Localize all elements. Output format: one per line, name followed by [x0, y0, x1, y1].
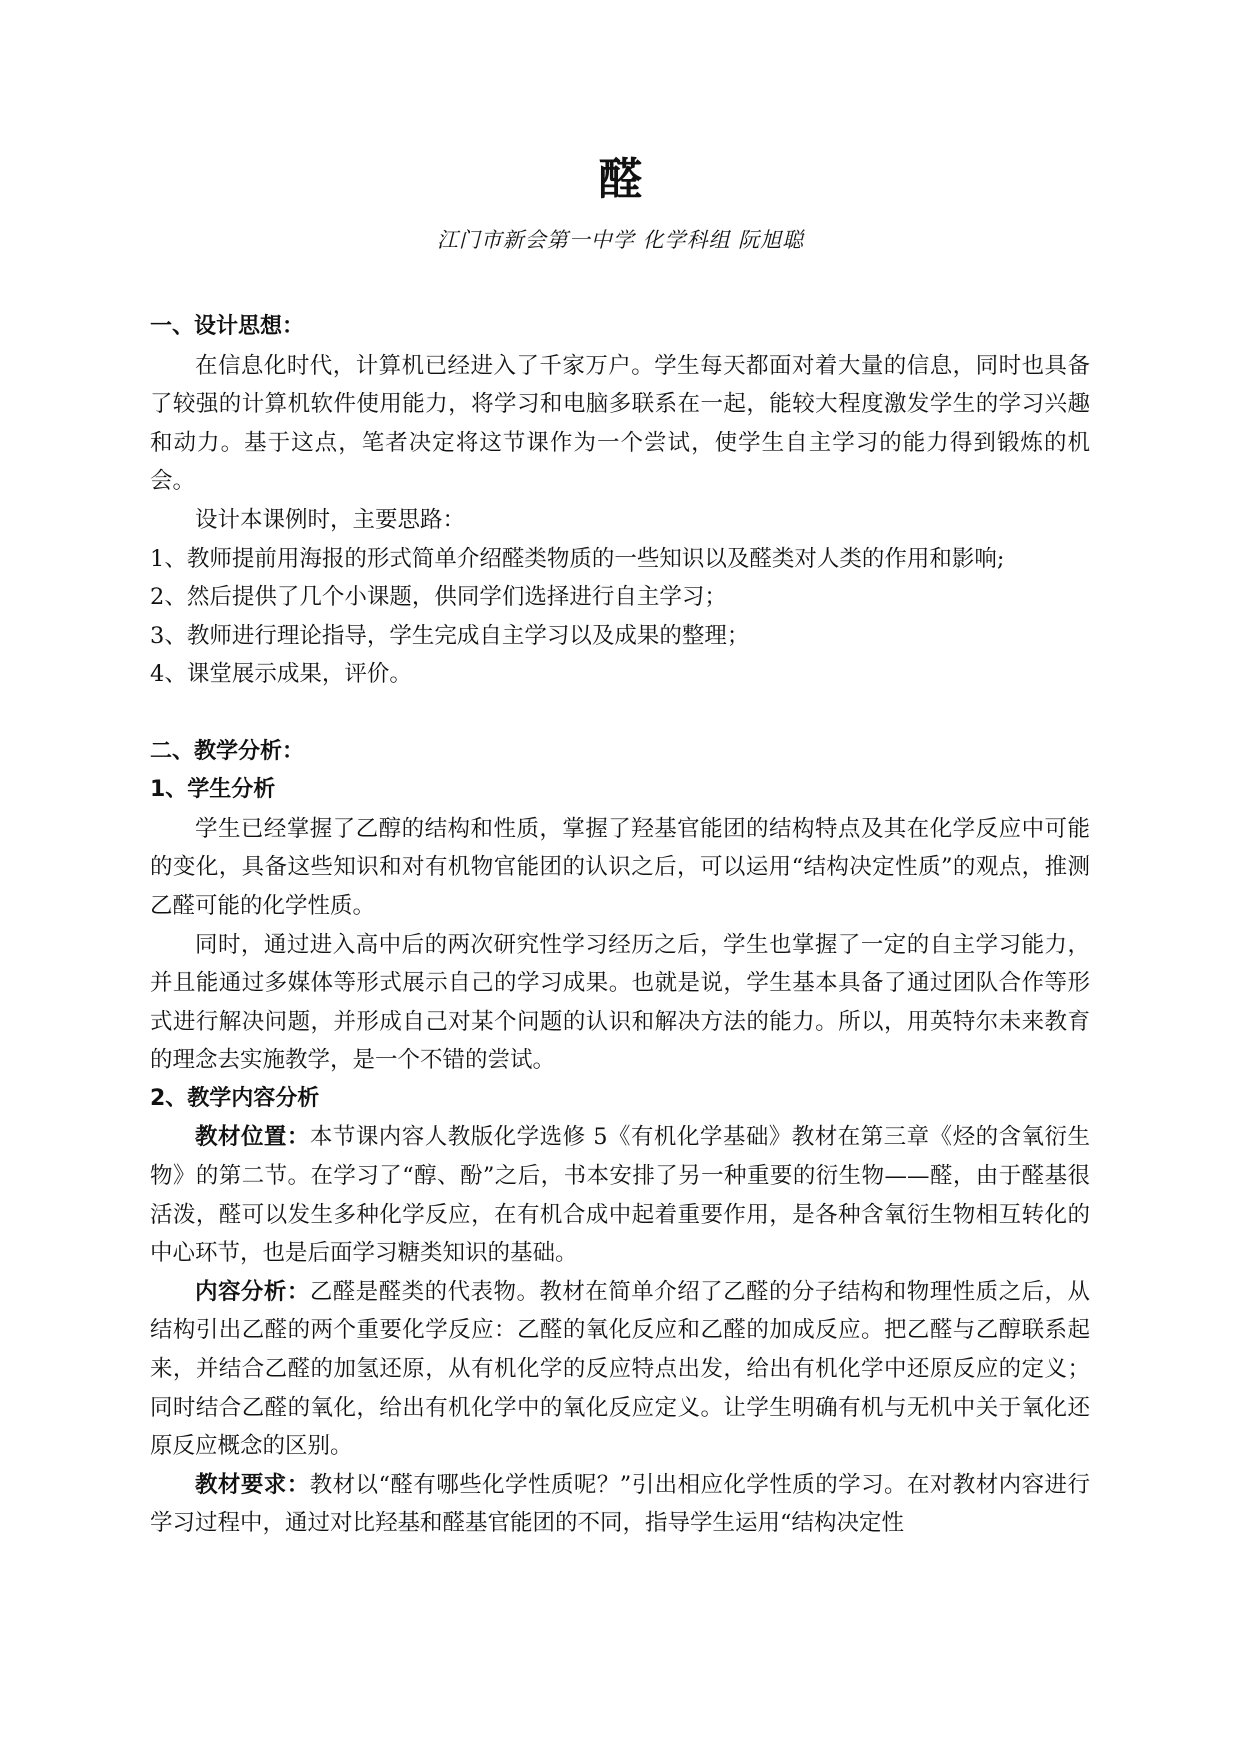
list-item: 1、教师提前用海报的形式简单介绍醛类物质的一些知识以及醛类对人类的作用和影响;	[150, 545, 1005, 572]
author-line: 江门市新会第一中学 化学科组 阮旭聪	[436, 228, 805, 252]
paragraph-student-knowledge: 学生已经掌握了乙醇的结构和性质，掌握了羟基官能团的结构特点及其在化学反应中可能的变化，具备这些知识和对有机物官能团的认识之后，可以运用“结构决定性质”的观点，推测乙醛可能的化学性质。	[150, 815, 1090, 919]
paragraph-design-approach: 设计本课例时，主要思路：	[195, 506, 466, 533]
paragraph-student-ability: 同时，通过进入高中后的两次研究性学习经历之后，学生也掌握了一定的自主学习能力，并且能通过多媒体等形式展示自己的学习成果。也就是说，学生基本具备了通过团队合作等形式进行解决问题，并形成自己对某个问题的认识和解决方法的能力。所以，用英特尔未来教育的理念去实施教学，是一个不错的尝试。	[150, 931, 1090, 1074]
paragraph-lead-label: 教材要求：	[195, 1471, 310, 1498]
document-body	[150, 308, 1090, 1543]
paragraph-lead-label: 教材位置：	[195, 1124, 310, 1151]
section-heading-analysis: 二、教学分析：	[150, 738, 305, 764]
subsection-heading-content: 2、教学内容分析	[150, 1085, 320, 1111]
section-heading-design: 一、设计思想：	[150, 314, 305, 339]
paragraph-textbook-requirements	[150, 1466, 1090, 1543]
list-item: 4、课堂展示成果，评价。	[150, 661, 412, 688]
paragraph-text: 本节课内容人教版化学选修 5《有机化学基础》教材在第三章《烃的含氧衍生物》的第二节。在学习了“醇、酚”之后，书本安排了另一种重要的衍生物——醛，由于醛基很活泼，醛可以发生多种化学反应，在有机合成中起着重要作用，是各种含氧衍生物相互转化的中心环节，也是后面学习糖类知识的基础。	[150, 1124, 1090, 1267]
list-item: 2、然后提供了几个小课题，供同学们选择进行自主学习；	[150, 584, 727, 611]
list-item: 3、教师进行理论指导，学生完成自主学习以及成果的整理；	[150, 622, 750, 649]
subsection-heading-students: 1、学生分析	[150, 777, 276, 803]
paragraph-content-analysis	[150, 1273, 1090, 1466]
paragraph-textbook-position	[150, 1118, 1090, 1272]
paragraph-design-intro: 在信息化时代，计算机已经进入了千家万户。学生每天都面对着大量的信息，同时也具备了较强的计算机软件使用能力，将学习和电脑多联系在一起，能较大程度激发学生的学习兴趣和动力。基于这点，笔者决定将这节课作为一个尝试，使学生自主学习的能力得到锻炼的机会。	[150, 352, 1090, 495]
paragraph-lead-label: 内容分析：	[195, 1278, 310, 1305]
paragraph-text: 乙醛是醛类的代表物。教材在简单介绍了乙醛的分子结构和物理性质之后，从结构引出乙醛的两个重要化学反应：乙醛的氧化反应和乙醛的加成反应。把乙醛与乙醇联系起来，并结合乙醛的加氢还原，从有机化学的反应特点出发，给出有机化学中还原反应的定义；同时结合乙醛的氧化，给出有机化学中的氧化反应定义。让学生明确有机与无机中关于氧化还原反应概念的区别。	[150, 1278, 1090, 1460]
section-spacer	[150, 694, 1090, 733]
paragraph-text: 教材以“醛有哪些化学性质呢？”引出相应化学性质的学习。在对教材内容进行学习过程中，通过对比羟基和醛基官能团的不同，指导学生运用“结构决定性	[150, 1471, 1090, 1537]
document-title: 醛	[598, 154, 643, 205]
